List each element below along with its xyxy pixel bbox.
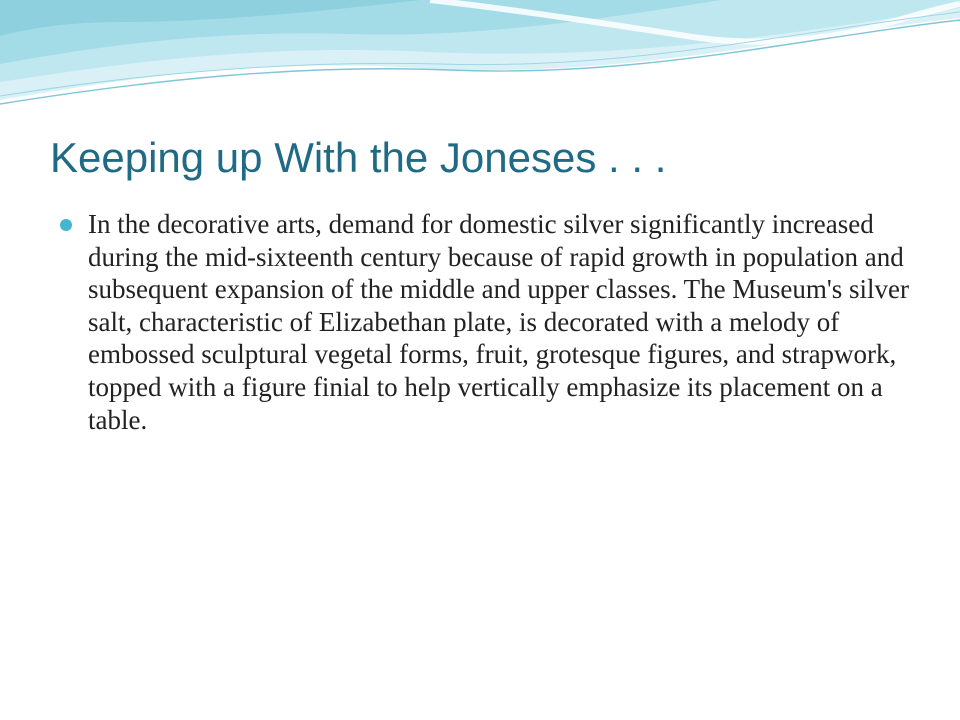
header-wave-decoration <box>0 0 960 120</box>
bullet-dot-icon <box>60 219 72 231</box>
bullet-item <box>60 208 910 436</box>
slide-title: Keeping up With the Joneses . . . <box>50 134 667 181</box>
bullet-list <box>60 208 910 436</box>
bullet-text: In the decorative arts, demand for domestic silver significantly increased during the mid-sixteenth century because of rapid growth in population and subsequent expansion of the middle and upper classes. The Museum's silver salt, characteristic of Elizabethan plate, is decorated with a melody of embossed sculptural vegetal forms, fruit, grotesque figures, and strapwork, topped with a figure finial to help vertically emphasize its placement on a table. <box>88 209 909 435</box>
